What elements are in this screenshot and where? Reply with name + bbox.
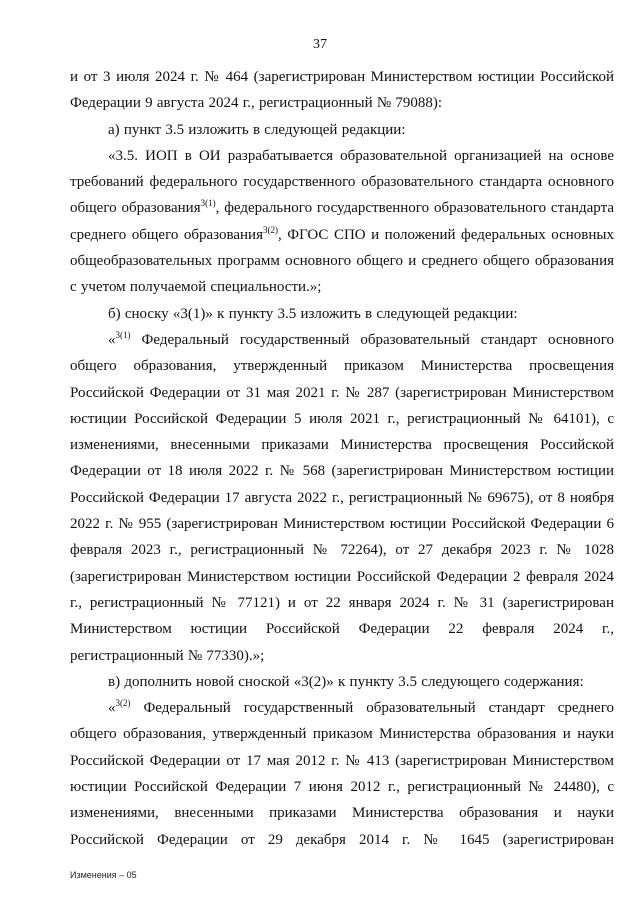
footnote-mark-3-1: 3(1) <box>115 329 131 340</box>
footnote-ref-3-1: 3(1) <box>200 198 216 209</box>
paragraph-item-c: в) дополнить новой сноской «3(2)» к пункту 3.5 следующего содержания: <box>108 673 584 690</box>
footnote-3-2-text: Федеральный государственный образовательный стандарт среднего общего образования, утвержденный приказом Министерства образования и науки Российской Федерации от 17 мая 2012 г. № 413 (зарегистрирован Министерством юстиции Российской Федерации 7 июня 2012 г., регистрационный № 24480), с изменениями, внесенными приказами Министерства образования и науки Российской Федерации от 29 декабря 2014 г. № 1645 (зарегистрирован <box>70 700 614 848</box>
document-body <box>70 64 614 853</box>
footnote-ref-3-2: 3(2) <box>263 224 278 235</box>
footnote-3-1-text: Федеральный государственный образовательный стандарт основного общего образования, утвержденный приказом Министерства просвещения Российской Федерации от 31 мая 2021 г. № 287 (зарегистрирован Министерством юстиции Российской Федерации 5 июля 2021 г., регистрационный № 64101), с изменениями, внесенными приказами Министерства просвещения Российской Федерации от 18 июля 2022 г. № 568 (зарегистрирован Министерством юстиции Российской Федерации 17 августа 2022 г., регистрационный № 69675), от 8 ноября 2022 г. № 955 (зарегистрирован Министерством юстиции Российской Федерации 6 февраля 2023 г., регистрационный № 72264), от 27 декабря 2023 г. № 1028 (зарегистрирован Министерством юстиции Российской Федерации 2 февраля 2024 г., регистрационный № 77121) и от 22 января 2024 г. № 31 (зарегистрирован Министерством юстиции Российской Федерации 22 февраля 2024 г., регистрационный № 77330).»; <box>70 331 614 664</box>
open-quote: « <box>108 331 116 348</box>
paragraph-continuation: и от 3 июля 2024 г. № 464 (зарегистрирован Министерством юстиции Российской Федерации 9 августа 2024 г., регистрационный № 79088): <box>70 69 614 112</box>
footnote-mark-3-2: 3(2) <box>115 698 131 709</box>
paragraph-footnote-3-2 <box>70 695 614 853</box>
paragraph-clause-3-5 <box>70 143 614 301</box>
paragraph-item-a: а) пункт 3.5 изложить в следующей редакции: <box>108 121 406 138</box>
footer-revision-note: Изменения – 05 <box>70 870 137 880</box>
clause-text-part-3: , ФГОС СПО и положений федеральных основных общеобразовательных программ основного общего и среднего общего образования с учетом получаемой специальности.»; <box>70 226 614 296</box>
clause-text-part-1: «3.5. ИОП в ОИ разрабатывается образовательной организацией на основе требований федерального государственного образовательного стандарта основного общего образования <box>70 147 614 217</box>
open-quote: « <box>108 700 116 717</box>
clause-text-part-2: , федерального государственного образовательного стандарта среднего общего образования <box>70 200 614 243</box>
paragraph-item-b: б) сноску «3(1)» к пункту 3.5 изложить в следующей редакции: <box>108 305 518 322</box>
page-number: 37 <box>313 37 327 52</box>
paragraph-footnote-3-1 <box>70 327 614 669</box>
